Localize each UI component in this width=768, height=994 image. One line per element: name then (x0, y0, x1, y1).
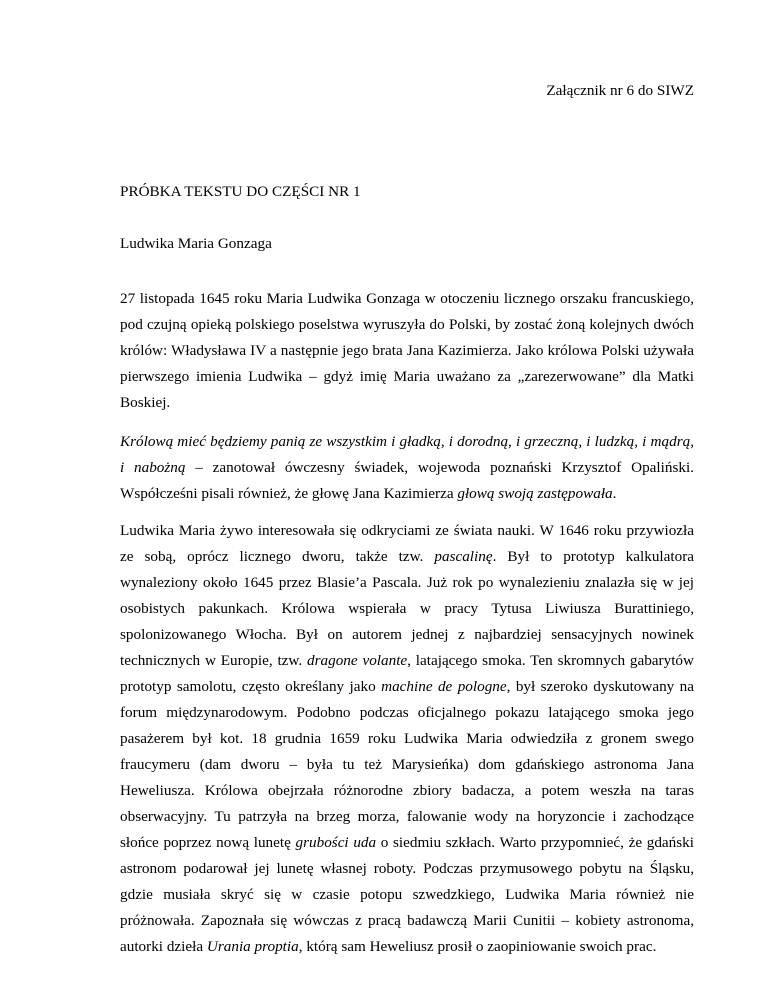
italic-term: machine de pologne (381, 678, 507, 695)
text-line (120, 455, 694, 481)
italic-term: grubości uda (295, 834, 377, 851)
text-line: spolonizowanego Włocha. Był on autorem jednej z najbardziej sensacyjnych nowinek (120, 626, 694, 643)
text-line (120, 481, 694, 507)
italic-term: Urania proptia (206, 938, 299, 955)
line-text: . (612, 485, 617, 502)
paragraph-3 (120, 518, 694, 960)
text-line: pierwszego imienia Ludwika – gdyż imię Maria uważano za „zarezerwowane” dla Matki (120, 368, 694, 385)
line-text: autorki dzieła (120, 938, 207, 955)
paragraph-1 (120, 286, 694, 416)
line-text: – zanotował ówczesny świadek, wojewoda poznański Krzysztof Opaliński. (185, 459, 694, 476)
subject-title: Ludwika Maria Gonzaga (120, 235, 272, 252)
annex-label: Załącznik nr 6 do SIWZ (546, 82, 694, 99)
line-text: , którą sam Heweliusz prosił o zaopiniowanie swoich prac. (298, 938, 657, 955)
quote-text: Królową mieć będziemy panią ze wszystkim i gładką, i dorodną, i grzeczną, i ludzką, i mądrą, (120, 433, 694, 450)
line-text: słońce poprzez nową lunetę (120, 834, 296, 851)
text-line: Ludwika Maria żywo interesowała się odkryciami ze świata nauki. W 1646 roku przywiozła (120, 522, 694, 539)
line-text: , latającego smoka. Ten skromnych gabarytów (407, 652, 694, 669)
text-line: 27 listopada 1645 roku Maria Ludwika Gonzaga w otoczeniu licznego orszaku francuskiego, (120, 290, 694, 307)
line-text: . Był to prototyp kalkulatora (492, 548, 694, 565)
text-line (120, 648, 694, 674)
section-heading: PRÓBKA TEKSTU DO CZĘŚCI NR 1 (120, 183, 361, 200)
italic-term: pascalinę (434, 548, 493, 565)
text-line: astronom podarował jej lunetę własnej roboty. Podczas przymusowego pobytu na Śląsku, (120, 860, 694, 877)
line-text: technicznych w Europie, tzw. (120, 652, 308, 669)
text-line (120, 429, 694, 455)
quote-text: głową swoją zastępowała (457, 485, 613, 502)
quote-text: i nabożną (120, 459, 186, 476)
text-line: pasażerem był kot. 18 grudnia 1659 roku Ludwika Maria odwiedziła z gronem swego (120, 730, 694, 747)
line-text: Współcześni pisali również, że głowę Jana Kazimierza (120, 485, 458, 502)
text-line: próżnowała. Zapoznała się wówczas z pracą badawczą Marii Cunitii – kobiety astronoma, (120, 912, 694, 929)
line-text: o siedmiu szkłach. Warto przypomnieć, że gdański (376, 834, 694, 851)
text-line: Heweliusza. Królowa obejrzała różnorodne zbiory badacza, a potem weszła na taras (120, 782, 694, 799)
italic-term: dragone volante (307, 652, 408, 669)
text-line (120, 544, 694, 570)
text-line (120, 830, 694, 856)
text-line (120, 674, 694, 700)
text-line: gdzie musiała skryć się w czasie potopu szwedzkiego, Ludwika Maria również nie (120, 886, 694, 903)
text-line: pod czujną opieką polskiego poselstwa wyruszyła do Polski, by zostać żoną kolejnych dwóch (120, 316, 694, 333)
text-line: forum międzynarodowym. Podobno podczas oficjalnego pokazu latającego smoka jego (120, 704, 694, 721)
text-line: królów: Władysława IV a następnie jego brata Jana Kazimierza. Jako królowa Polski używała (120, 342, 694, 359)
text-line: osobistych pakunkach. Królowa wspierała w pracy Tytusa Liwiusza Burattiniego, (120, 600, 694, 617)
text-line: wynaleziony około 1645 przez Blasie’a Pascala. Już rok po wynalezieniu znalazła się w jej (120, 574, 694, 591)
paragraph-2 (120, 429, 694, 507)
line-text: prototyp samolotu, często określany jako (120, 678, 382, 695)
text-line: obserwacyjny. Tu patrzyła na brzeg morza, falowanie wody na horyzoncie i zachodzące (120, 808, 694, 825)
line-text: , był szeroko dyskutowany na (506, 678, 695, 695)
text-line: Boskiej. (120, 394, 171, 411)
text-line: fraucymeru (dam dworu – była tu też Marysieńka) dom gdańskiego astronoma Jana (120, 756, 694, 773)
line-text: ze sobą, oprócz licznego dworu, także tzw. (120, 548, 435, 565)
text-line (120, 934, 694, 960)
